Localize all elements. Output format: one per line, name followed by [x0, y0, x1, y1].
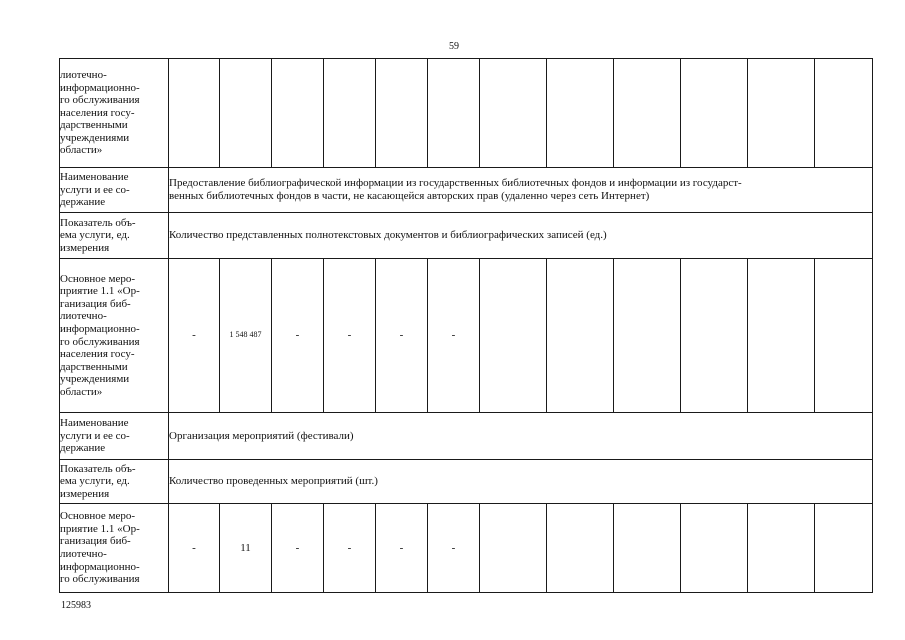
value-cell: - [169, 504, 220, 593]
row-label [60, 168, 169, 213]
row-label-line: измерения [60, 241, 110, 254]
table-row-activity [60, 504, 873, 593]
row-label-line: дарственными [60, 360, 128, 373]
value-cell [681, 504, 748, 593]
service-description [169, 413, 873, 460]
row-label-line: дарственными [60, 119, 128, 132]
row-label [60, 259, 169, 413]
row-label-line: Наименование [60, 417, 129, 430]
row-label-line: услуги и ее со- [60, 183, 130, 196]
value-cell [815, 259, 873, 413]
table-row-service [60, 213, 873, 259]
value-cell [480, 59, 547, 168]
value-cell: - [324, 259, 376, 413]
value-cell [614, 504, 681, 593]
service-description-line: Организация мероприятий (фестивали) [169, 429, 354, 442]
row-label-line: Основное меро- [60, 272, 136, 285]
value-cell [428, 59, 480, 168]
row-label-line: учреждениями [60, 131, 130, 144]
table-row-service [60, 413, 873, 460]
row-label-line: учреждениями [60, 373, 130, 386]
value-cell: - [428, 504, 480, 593]
table-row-activity [60, 259, 873, 413]
row-label-line: го обслуживания [60, 335, 140, 348]
budget-table [59, 58, 873, 593]
page-number: 59 [449, 41, 459, 52]
value-cell [324, 59, 376, 168]
row-label-line: области» [60, 144, 103, 157]
row-label-line: го обслуживания [60, 573, 140, 586]
table-row-service [60, 460, 873, 504]
row-label-line: Показатель объ- [60, 216, 136, 229]
row-label-line: измерения [60, 487, 110, 500]
row-label-line: приятие 1.1 «Ор- [60, 285, 140, 298]
table-row-service [60, 168, 873, 213]
value-cell [547, 504, 614, 593]
table-row-activity [60, 59, 873, 168]
row-label-line: лиотечно- [60, 310, 107, 323]
row-label [60, 504, 169, 593]
document-code: 125983 [61, 600, 91, 611]
value-cell [220, 59, 272, 168]
value-cell [480, 259, 547, 413]
value-cell [547, 59, 614, 168]
service-description [169, 460, 873, 504]
value-cell: - [272, 259, 324, 413]
row-label-line: населения госу- [60, 106, 135, 119]
service-description-line: Количество проведенных мероприятий (шт.) [169, 475, 378, 488]
service-description-line: венных библиотечных фондов в части, не касающейся авторских прав (удаленно через сеть Интернет) [169, 190, 650, 202]
value-cell: - [428, 259, 480, 413]
value-cell [376, 59, 428, 168]
value-cell: - [376, 504, 428, 593]
row-label-line: информационно- [60, 560, 140, 573]
value-cell [272, 59, 324, 168]
service-description-line: Предоставление библиографической информации из государственных библиотечных фондов и информации из государст- [169, 177, 742, 190]
row-label-line: ганизация биб- [60, 535, 131, 548]
row-label-line: держание [60, 442, 106, 455]
row-label-line: го обслуживания [60, 94, 140, 107]
value-cell [547, 259, 614, 413]
value-cell [681, 59, 748, 168]
value-cell [815, 59, 873, 168]
row-label-line: приятие 1.1 «Ор- [60, 522, 140, 535]
row-label-line: ема услуги, ед. [60, 229, 130, 242]
row-label-line: Наименование [60, 171, 129, 184]
value-cell [748, 59, 815, 168]
row-label-line: лиотечно- [60, 68, 107, 81]
value-cell: - [324, 504, 376, 593]
row-label-line: держание [60, 196, 106, 209]
value-cell [480, 504, 547, 593]
row-label [60, 460, 169, 504]
value-cell [614, 59, 681, 168]
service-description-line: Количество представленных полнотекстовых документов и библиографических записей (ед.) [169, 229, 607, 242]
row-label [60, 413, 169, 460]
row-label-line: населения госу- [60, 348, 135, 361]
row-label-line: информационно- [60, 322, 140, 335]
row-label [60, 59, 169, 168]
value-cell: - [169, 259, 220, 413]
value-cell: 11 [220, 504, 272, 593]
value-cell [169, 59, 220, 168]
row-label-line: информационно- [60, 81, 140, 94]
row-label-line: ганизация биб- [60, 297, 131, 310]
service-description [169, 213, 873, 259]
row-label-line: лиотечно- [60, 548, 107, 560]
row-label-line: ема услуги, ед. [60, 475, 130, 488]
value-cell: - [272, 504, 324, 593]
value-cell: - [376, 259, 428, 413]
row-label-line: Основное меро- [60, 510, 136, 523]
row-label-line: Показатель объ- [60, 462, 136, 475]
row-label-line: услуги и ее со- [60, 429, 130, 442]
service-description [169, 168, 873, 213]
value-cell [815, 504, 873, 593]
value-cell [748, 259, 815, 413]
row-label-line: области» [60, 385, 103, 398]
row-label [60, 213, 169, 259]
value-cell [614, 259, 681, 413]
value-cell: 1 548 487 [220, 259, 272, 413]
value-cell [748, 504, 815, 593]
value-cell [681, 259, 748, 413]
